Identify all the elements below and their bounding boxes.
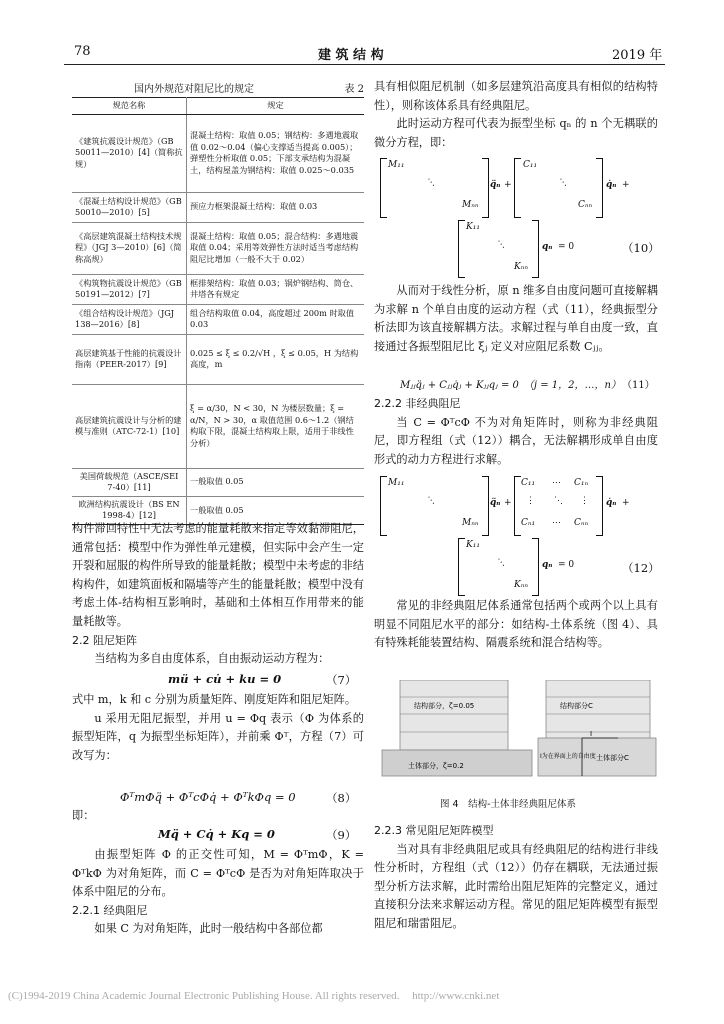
equation-number: （12） [622, 561, 660, 575]
equation-number: （10） [622, 241, 660, 255]
equation-8: ΦᵀmΦq̈ + ΦᵀcΦq̇ + ΦᵀkΦq = 0 [120, 790, 296, 804]
matrix-entry: Cₙₙ [578, 200, 593, 210]
row-name: 《混凝土结构设计规范》（GB 50010—2010）[5] [72, 192, 187, 222]
matrix-entry: + [622, 498, 630, 508]
matrix-entry: q̇ₙ [606, 498, 617, 508]
table-title: 国内外规范对阻尼比的规定 [134, 84, 254, 95]
paragraph: 具有相似阻尼机制（如多层建筑沿高度具有相似的结构特性），则称该体系具有经典阻尼。 [374, 80, 658, 112]
section-heading: 2.2.3 常见阻尼矩阵模型 [374, 824, 494, 837]
matrix-entry: K₁₁ [466, 222, 480, 232]
right-column-body-2 [374, 282, 658, 356]
matrix-entry: + [622, 180, 630, 190]
matrix-entry: ⋱ [554, 496, 563, 506]
row-name: 高层建筑抗震设计与分析的建模与准则（ATC-72-1）[10] [72, 384, 187, 468]
figure-label: 结构部分C [560, 702, 593, 710]
figure-label: I为在界面上的自由度 [540, 753, 596, 760]
row-name: 《构筑物抗震设计规范》（GB 50191—2012）[7] [72, 274, 187, 304]
right-column-body-3 [374, 395, 658, 469]
matrix-entry: C₁ₙ [574, 478, 589, 488]
table-row [72, 222, 364, 274]
paragraph: 构件滞回特性中无法考虑的能量耗散来指定等效黏滞阻尼，通常包括：模型中作为弹性单元建模，但实际中会产生一定开裂和屈服的构件所导致的能量耗散；模型中未考虑的非结构构件，如建筑面板和隔墙等产生的能量耗散；模型中没有考虑土体-结构相互影响时，基础和土体相互作用带来的能量耗散等。 [72, 522, 364, 628]
ji-label: 即： [72, 809, 95, 822]
row-rule: 预应力框架混凝土结构：取值 0.03 [187, 192, 365, 222]
paragraph: 当对具有非经典阻尼或具有经典阻尼的结构进行非线性分析时，方程组（式（12））仍存在耦联，无法通过振型分析方法求解，此时需给出阻尼矩阵的完整定义，通过直接积分法来求解运动方程。常见的阻尼矩阵模型有振型阻尼和瑞雷阻尼。 [374, 842, 658, 930]
paragraph: 常见的非经典阻尼体系通常包括两个或两个以上具有明显不同阻尼水平的部分：如结构-土体系统（图 4）、具有特殊耗能装置结构、隔震系统和混合结构等。 [374, 599, 658, 650]
matrix-entry: Cₙ₁ [521, 518, 536, 528]
left-column-body-3 [72, 846, 364, 939]
bracket [596, 158, 603, 218]
col-header-name: 规范名称 [72, 98, 187, 115]
matrix-entry: ⋮ [580, 496, 589, 506]
matrix-entry: q̈ₙ [490, 498, 501, 508]
soil-structure-diagram [378, 680, 660, 784]
left-column-body [72, 520, 364, 669]
bracket [458, 220, 465, 278]
matrix-entry: Mₙₙ [462, 518, 479, 528]
bracket [514, 476, 521, 536]
bracket [458, 538, 465, 596]
paragraph: 如果 C 为对角矩阵，此时一般结构中各部位都 [94, 922, 323, 936]
bracket [532, 538, 539, 596]
row-name: 《组合结构设计规范》（JGJ 138—2016）[8] [72, 304, 187, 334]
copyright-footer [8, 990, 499, 1002]
paragraph: u 采用无阻尼振型，并用 u = Φq 表示（Φ 为体系的振型矩阵，q 为振型坐标矩阵），并前乘 Φᵀ，方程（7）可改写为： [72, 711, 364, 762]
paragraph: 当结构为多自由度体系，自由振动运动方程为： [94, 652, 330, 666]
header-rule [64, 64, 665, 65]
matrix-entry: qₙ [542, 560, 553, 570]
figure-label: 结构部分，ζ=0.05 [414, 702, 475, 710]
bracket [482, 158, 489, 218]
bracket [380, 476, 387, 536]
journal-year: 2019 年 [612, 48, 663, 63]
matrix-entry: C₁₁ [523, 160, 538, 170]
matrix-entry: M₁₁ [388, 160, 405, 170]
right-column-body-5 [374, 822, 658, 934]
row-rule: 框排架结构：取值 0.03；锅炉钢结构、筒仓、井塔各有规定 [187, 274, 365, 304]
journal-title: 建 筑 结 构 [318, 48, 384, 63]
matrix-entry: Mₙₙ [462, 200, 479, 210]
equation-number: （11） [622, 380, 655, 391]
matrix-entry: = 0 [558, 242, 575, 252]
bracket [482, 476, 489, 536]
table-row [72, 468, 364, 496]
matrix-entry: ⋱ [496, 240, 505, 250]
paragraph: 此时运动方程可代表为振型坐标 qₙ 的 n 个无耦联的微分方程，即： [374, 117, 658, 149]
bracket [532, 220, 539, 278]
paragraph: 式中 m，k 和 c 分别为质量矩阵、刚度矩阵和阻尼矩阵。 [72, 693, 357, 706]
matrix-entry: K₁₁ [466, 540, 480, 550]
matrix-entry: + [504, 498, 512, 508]
matrix-entry: ⋮ [526, 496, 535, 506]
matrix-entry: ⋱ [558, 178, 567, 188]
table-row [72, 334, 364, 384]
matrix-entry: ⋱ [426, 496, 435, 506]
paragraph: 当 C = ΦᵀcΦ 不为对角矩阵时，则称为非经典阻尼，即方程组（式（12））耦合，无法解耦形成单自由度形式的动力方程进行求解。 [374, 415, 658, 466]
equation-9: Mq̈ + Cq̇ + Kq = 0 [158, 827, 275, 841]
bracket [514, 158, 521, 218]
row-name: 高层建筑基于性能的抗震设计指南（PEER-2017）[9] [72, 334, 187, 384]
table-label: 表 2 [344, 84, 364, 95]
matrix-entry: ⋱ [496, 558, 505, 568]
equation-7: mü + cu̇ + ku = 0 [168, 672, 282, 686]
table-row [72, 304, 364, 334]
matrix-entry: C₁₁ [521, 478, 536, 488]
section-heading: 2.2.2 非经典阻尼 [374, 397, 461, 410]
equation-number: （9） [326, 828, 357, 842]
table-row [72, 274, 364, 304]
matrix-entry: q̇ₙ [606, 180, 617, 190]
equation-number: （8） [326, 791, 357, 805]
table-row [72, 114, 364, 192]
equation-number: （7） [326, 673, 357, 687]
row-rule: 组合结构取值 0.04，高度超过 200m 时取值 0.03 [187, 304, 365, 334]
regulations-table [72, 97, 364, 525]
matrix-entry: ⋯ [552, 518, 561, 528]
row-name: 《建筑抗震设计规范》（GB 50011—2010）[4]（简称抗规） [72, 114, 187, 192]
figure-4 [378, 680, 660, 784]
bracket [380, 158, 387, 218]
equation-10 [378, 158, 660, 276]
row-name: 美国荷载规范（ASCE/SEI 7-40）[11] [72, 468, 187, 496]
figure-caption: 图 4 结构-土体非经典阻尼体系 [440, 799, 576, 810]
row-rule: 一般取值 0.05 [187, 496, 365, 524]
figure-label: 土体部分C [596, 754, 629, 762]
row-name: 欧洲结构抗震设计（BS EN 1998-4）[12] [72, 496, 187, 524]
row-name: 《高层建筑混凝土结构技术规程》（JGJ 3—2010）[6]（简称高规） [72, 222, 187, 274]
table-row [72, 384, 364, 468]
table-header-row [72, 98, 364, 115]
footer-url[interactable]: http://www.cnki.net [412, 990, 500, 1002]
right-column-body [374, 78, 658, 152]
matrix-entry: Kₙₙ [514, 580, 529, 590]
equation-11: Mⱼⱼq̈ⱼ + Cⱼⱼq̇ⱼ + Kⱼⱼqⱼ = 0 （j = 1，2，…，n） [400, 380, 621, 391]
paragraph: 由振型矩阵 Φ 的正交性可知，M = ΦᵀmΦ，K = ΦᵀkΦ 为对角矩阵，而 C = ΦᵀcΦ 是否为对角矩阵取决于体系中阻尼的分布。 [72, 848, 364, 899]
right-column-body-4 [374, 597, 658, 653]
matrix-entry: + [504, 180, 512, 190]
figure-label: I [590, 730, 593, 738]
matrix-entry: M₁₁ [388, 478, 405, 488]
matrix-entry: Cₙₙ [574, 518, 589, 528]
matrix-entry: ⋱ [426, 178, 435, 188]
matrix-entry: ⋯ [552, 478, 561, 488]
matrix-entry: = 0 [558, 560, 575, 570]
paragraph: 从而对于线性分析，原 n 维多自由度问题可直接解耦为求解 n 个单自由度的运动方程（式（11），经典振型分析法即为该直接解耦方法。求解过程与单自由度一致，直接通过各振型阻尼比 ξⱼ 定义对应阻尼系数 Cⱼⱼ。 [374, 284, 658, 353]
left-column-body-2 [72, 691, 364, 765]
section-heading: 2.2.1 经典阻尼 [72, 903, 148, 917]
left-structure [400, 680, 508, 750]
figure-label: 土体部分，ζ=0.2 [408, 762, 464, 770]
row-rule: 0.025 ≤ ξ ≤ 0.2/√H ，ξ ≤ 0.05，H 为结构高度，m [187, 334, 365, 384]
matrix-entry: qₙ [542, 242, 553, 252]
table-row [72, 192, 364, 222]
page-number: 78 [74, 44, 91, 59]
section-heading: 2.2 阻尼矩阵 [72, 633, 137, 647]
row-rule: 混凝土结构：取值 0.05；混合结构：多遇地震取值 0.04；采用等效弹性方法时适当考虑结构阻尼比增加（一般不大于 0.02） [187, 222, 365, 274]
matrix-entry: Kₙₙ [514, 262, 529, 272]
row-rule: 混凝土结构：取值 0.05；钢结构：多遇地震取值 0.02～0.04（偏心支撑适当提高 0.005）；弹塑性分析取值 0.05；下部支承结构为混凝土，结构屋盖为钢结构：取值 0.025～0.035 [187, 114, 365, 192]
col-header-rule: 规定 [187, 98, 365, 115]
bracket [596, 476, 603, 536]
matrix-entry: q̈ₙ [490, 180, 501, 190]
equation-12 [378, 476, 660, 594]
copyright-text: (C)1994-2019 China Academic Journal Electronic Publishing House. All rights reserved. [8, 990, 400, 1002]
row-rule: ξ = α/30，N < 30，N 为楼层数量；ξ = α/N，N > 30，α 取值范围 0.6～1.2（钢结构取下限，混凝土结构取上限，适用于非线性分析） [187, 384, 365, 468]
row-rule: 一般取值 0.05 [187, 468, 365, 496]
